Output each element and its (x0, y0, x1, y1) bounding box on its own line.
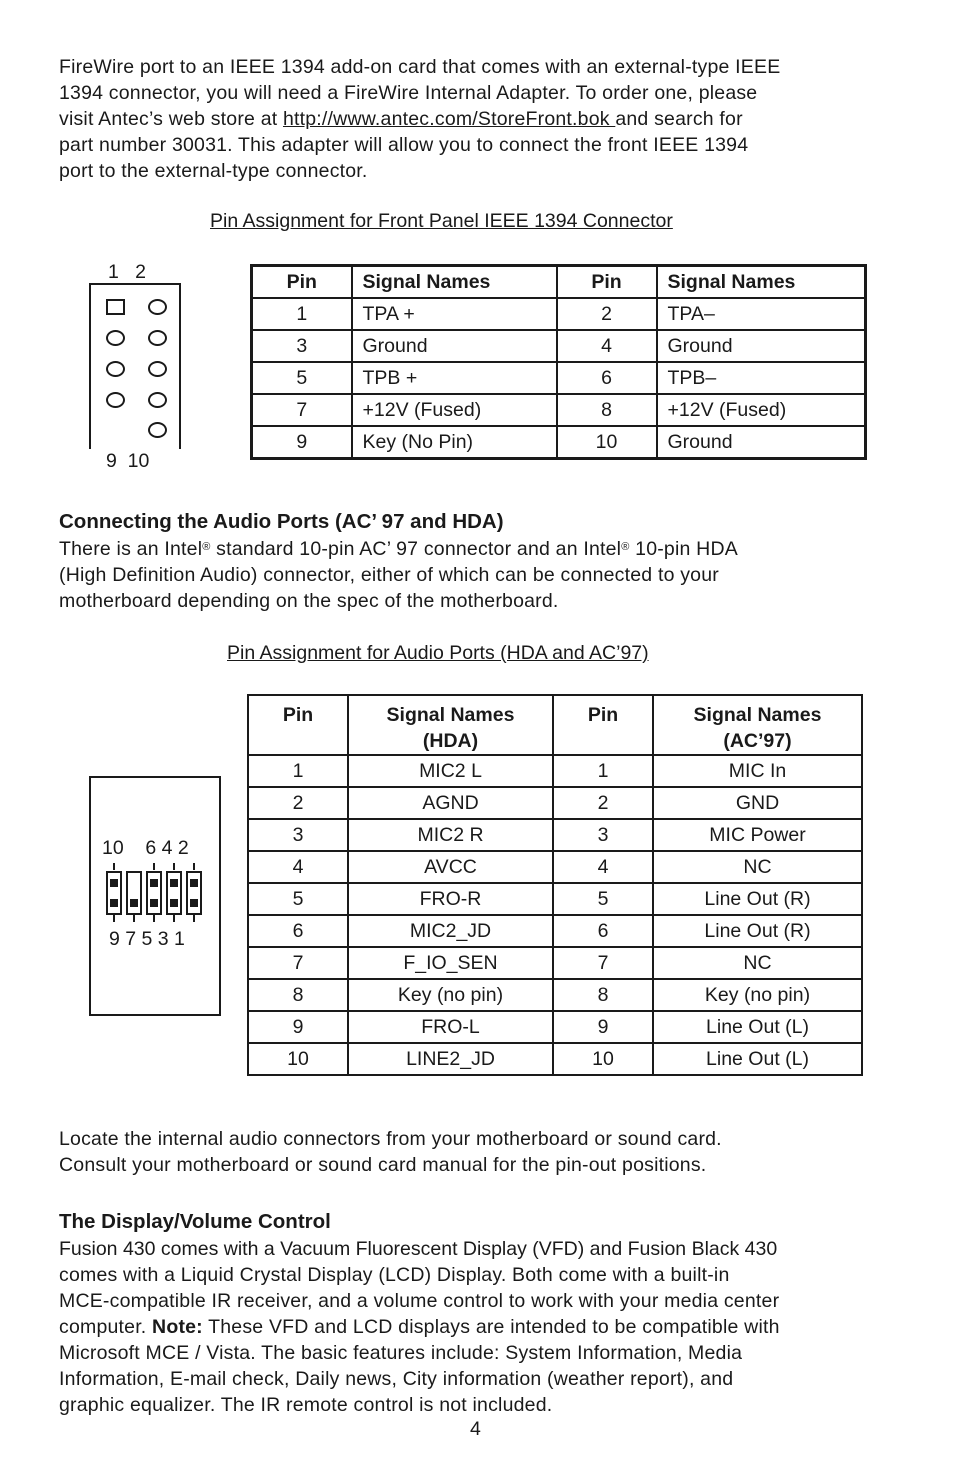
table-cell: TPB + (352, 362, 557, 394)
table-row (252, 394, 866, 426)
table-cell: Key (no pin) (653, 979, 862, 1011)
pin-circle (106, 330, 125, 346)
ieee-caption: Pin Assignment for Front Panel IEEE 1394 Connector (210, 210, 673, 232)
pin-circle (148, 361, 167, 377)
table-cell: 7 (553, 947, 653, 979)
header-cell: Pin (252, 266, 352, 299)
antec-store-link[interactable]: http://www.antec.com/StoreFront.bok (282, 108, 616, 130)
table-row (252, 298, 866, 330)
audio-heading: Connecting the Audio Ports (AC’ 97 and HDA) (59, 510, 504, 533)
table-cell: Ground (657, 426, 866, 459)
pin-stub (153, 863, 155, 870)
table-cell: 2 (553, 787, 653, 819)
table-cell: 5 (248, 883, 348, 915)
table-cell: 3 (252, 330, 352, 362)
table-cell: 2 (557, 298, 657, 330)
table-row (248, 915, 862, 947)
pin-circle (148, 330, 167, 346)
note-label: Note: (152, 1316, 203, 1338)
table-cell: Ground (352, 330, 557, 362)
intro-line: visit Antec’s web store at http://www.antec.com/StoreFront.bok and search for (59, 108, 743, 130)
audio-pin-table (247, 694, 863, 1076)
table-cell: LINE2_JD (348, 1043, 553, 1075)
pin-stub (193, 863, 195, 870)
table-header-row (252, 266, 866, 299)
pin-column (146, 871, 162, 915)
table-cell: 3 (553, 819, 653, 851)
ieee-diagram-bottom-labels: 9 10 (106, 450, 150, 472)
table-row (248, 819, 862, 851)
registered-mark: ® (202, 541, 211, 553)
table-cell: AVCC (348, 851, 553, 883)
table-cell: Key (no pin) (348, 979, 553, 1011)
table-cell: 4 (248, 851, 348, 883)
page-number: 4 (470, 1418, 481, 1440)
table-cell: Ground (657, 330, 866, 362)
registered-mark: ® (621, 541, 630, 553)
display-line: Microsoft MCE / Vista. The basic features include: System Information, Media (59, 1342, 743, 1364)
ieee-diagram-top-labels: 1 2 (108, 261, 146, 283)
audio-line: motherboard depending on the spec of the motherboard. (59, 590, 559, 612)
table-row (252, 426, 866, 459)
table-cell: 8 (248, 979, 348, 1011)
table-cell: 9 (553, 1011, 653, 1043)
table-cell: Line Out (L) (653, 1011, 862, 1043)
table-cell: MIC2 L (348, 755, 553, 787)
header-cell: Pin (248, 695, 348, 755)
table-cell: 5 (553, 883, 653, 915)
table-cell: +12V (Fused) (657, 394, 866, 426)
table-cell: Key (No Pin) (352, 426, 557, 459)
locate-paragraph (59, 1126, 722, 1178)
header-cell: Pin (553, 695, 653, 755)
pin-stub (173, 863, 175, 870)
audio-diagram-top-labels: 10 6 4 2 (102, 837, 189, 859)
intro-line: 1394 connector, you will need a FireWire Internal Adapter. To order one, please (59, 82, 758, 104)
table-cell: 10 (557, 426, 657, 459)
table-cell: GND (653, 787, 862, 819)
pin-1-square (106, 299, 125, 315)
table-row (248, 851, 862, 883)
display-paragraph (59, 1236, 780, 1418)
table-cell: 6 (557, 362, 657, 394)
pin-column (106, 871, 122, 915)
intro-paragraph (59, 54, 780, 184)
pin-stub (113, 863, 115, 870)
table-row (248, 979, 862, 1011)
table-row (248, 1011, 862, 1043)
audio-diagram-bottom-labels: 9 7 5 3 1 (109, 928, 185, 950)
audio-paragraph (59, 536, 738, 614)
table-cell: NC (653, 851, 862, 883)
table-cell: Line Out (L) (653, 1043, 862, 1075)
table-cell: AGND (348, 787, 553, 819)
display-line: comes with a Liquid Crystal Display (LCD) Display. Both come with a built-in (59, 1264, 730, 1286)
table-cell: FRO-R (348, 883, 553, 915)
table-cell: MIC Power (653, 819, 862, 851)
header-cell: Pin (557, 266, 657, 299)
display-line: computer. Note: These VFD and LCD displays are intended to be compatible with (59, 1316, 780, 1338)
table-cell: FRO-L (348, 1011, 553, 1043)
header-cell: Signal Names (657, 266, 866, 299)
table-cell: 4 (557, 330, 657, 362)
header-cell: Signal Names (AC’97) (653, 695, 862, 755)
locate-line: Locate the internal audio connectors from your motherboard or sound card. (59, 1128, 722, 1150)
pin-circle (148, 299, 167, 315)
pin-stub (153, 915, 155, 922)
table-cell: 3 (248, 819, 348, 851)
table-cell: 10 (248, 1043, 348, 1075)
table-cell: 9 (252, 426, 352, 459)
locate-line: Consult your motherboard or sound card manual for the pin-out positions. (59, 1154, 707, 1176)
table-cell: 8 (553, 979, 653, 1011)
table-header-row (248, 695, 862, 755)
pin-column (186, 871, 202, 915)
header-cell: Signal Names (352, 266, 557, 299)
pin-stub (133, 915, 135, 922)
intro-line: port to the external-type connector. (59, 160, 368, 182)
audio-line: There is an Intel® standard 10-pin AC’ 97 connector and an Intel® 10-pin HDA (59, 538, 738, 560)
display-heading: The Display/Volume Control (59, 1210, 331, 1233)
table-cell: Line Out (R) (653, 915, 862, 947)
table-cell: NC (653, 947, 862, 979)
table-cell: 1 (252, 298, 352, 330)
pin-circle (148, 422, 167, 438)
pin-stub (113, 915, 115, 922)
table-row (248, 883, 862, 915)
table-cell: 2 (248, 787, 348, 819)
table-cell: 6 (553, 915, 653, 947)
display-line: graphic equalizer. The IR remote control is not included. (59, 1394, 553, 1416)
table-cell: MIC In (653, 755, 862, 787)
pin-circle (106, 392, 125, 408)
table-cell: 7 (248, 947, 348, 979)
header-cell: Signal Names (HDA) (348, 695, 553, 755)
audio-connector-diagram (89, 776, 221, 1016)
pin-stub (193, 915, 195, 922)
table-cell: TPA– (657, 298, 866, 330)
display-line: MCE-compatible IR receiver, and a volume control to work with your media center (59, 1290, 780, 1312)
pin-circle (148, 392, 167, 408)
table-cell: 5 (252, 362, 352, 394)
table-cell: 4 (553, 851, 653, 883)
ieee-pin-table (250, 264, 867, 460)
audio-line: (High Definition Audio) connector, either of which can be connected to your (59, 564, 719, 586)
table-cell: 7 (252, 394, 352, 426)
intro-line: part number 30031. This adapter will allow you to connect the front IEEE 1394 (59, 134, 749, 156)
table-row (248, 947, 862, 979)
pin-stub (173, 915, 175, 922)
table-cell: +12V (Fused) (352, 394, 557, 426)
table-cell: MIC2 R (348, 819, 553, 851)
table-row (252, 362, 866, 394)
table-row (252, 330, 866, 362)
display-line: Information, E-mail check, Daily news, City information (weather report), and (59, 1368, 734, 1390)
pin-circle (106, 361, 125, 377)
audio-caption: Pin Assignment for Audio Ports (HDA and AC’97) (227, 642, 649, 664)
table-cell: Line Out (R) (653, 883, 862, 915)
table-cell: MIC2_JD (348, 915, 553, 947)
table-cell: 8 (557, 394, 657, 426)
table-cell: F_IO_SEN (348, 947, 553, 979)
table-cell: TPB– (657, 362, 866, 394)
table-cell: 6 (248, 915, 348, 947)
pin-column (166, 871, 182, 915)
display-line: Fusion 430 comes with a Vacuum Fluorescent Display (VFD) and Fusion Black 430 (59, 1238, 778, 1260)
table-cell: 1 (553, 755, 653, 787)
table-cell: 9 (248, 1011, 348, 1043)
table-cell: TPA + (352, 298, 557, 330)
table-row (248, 787, 862, 819)
table-row (248, 1043, 862, 1075)
table-cell: 10 (553, 1043, 653, 1075)
ieee-connector-diagram (89, 283, 181, 449)
table-row (248, 755, 862, 787)
pin-column (126, 871, 142, 915)
table-cell: 1 (248, 755, 348, 787)
intro-line: FireWire port to an IEEE 1394 add-on card that comes with an external-type IEEE (59, 56, 781, 78)
